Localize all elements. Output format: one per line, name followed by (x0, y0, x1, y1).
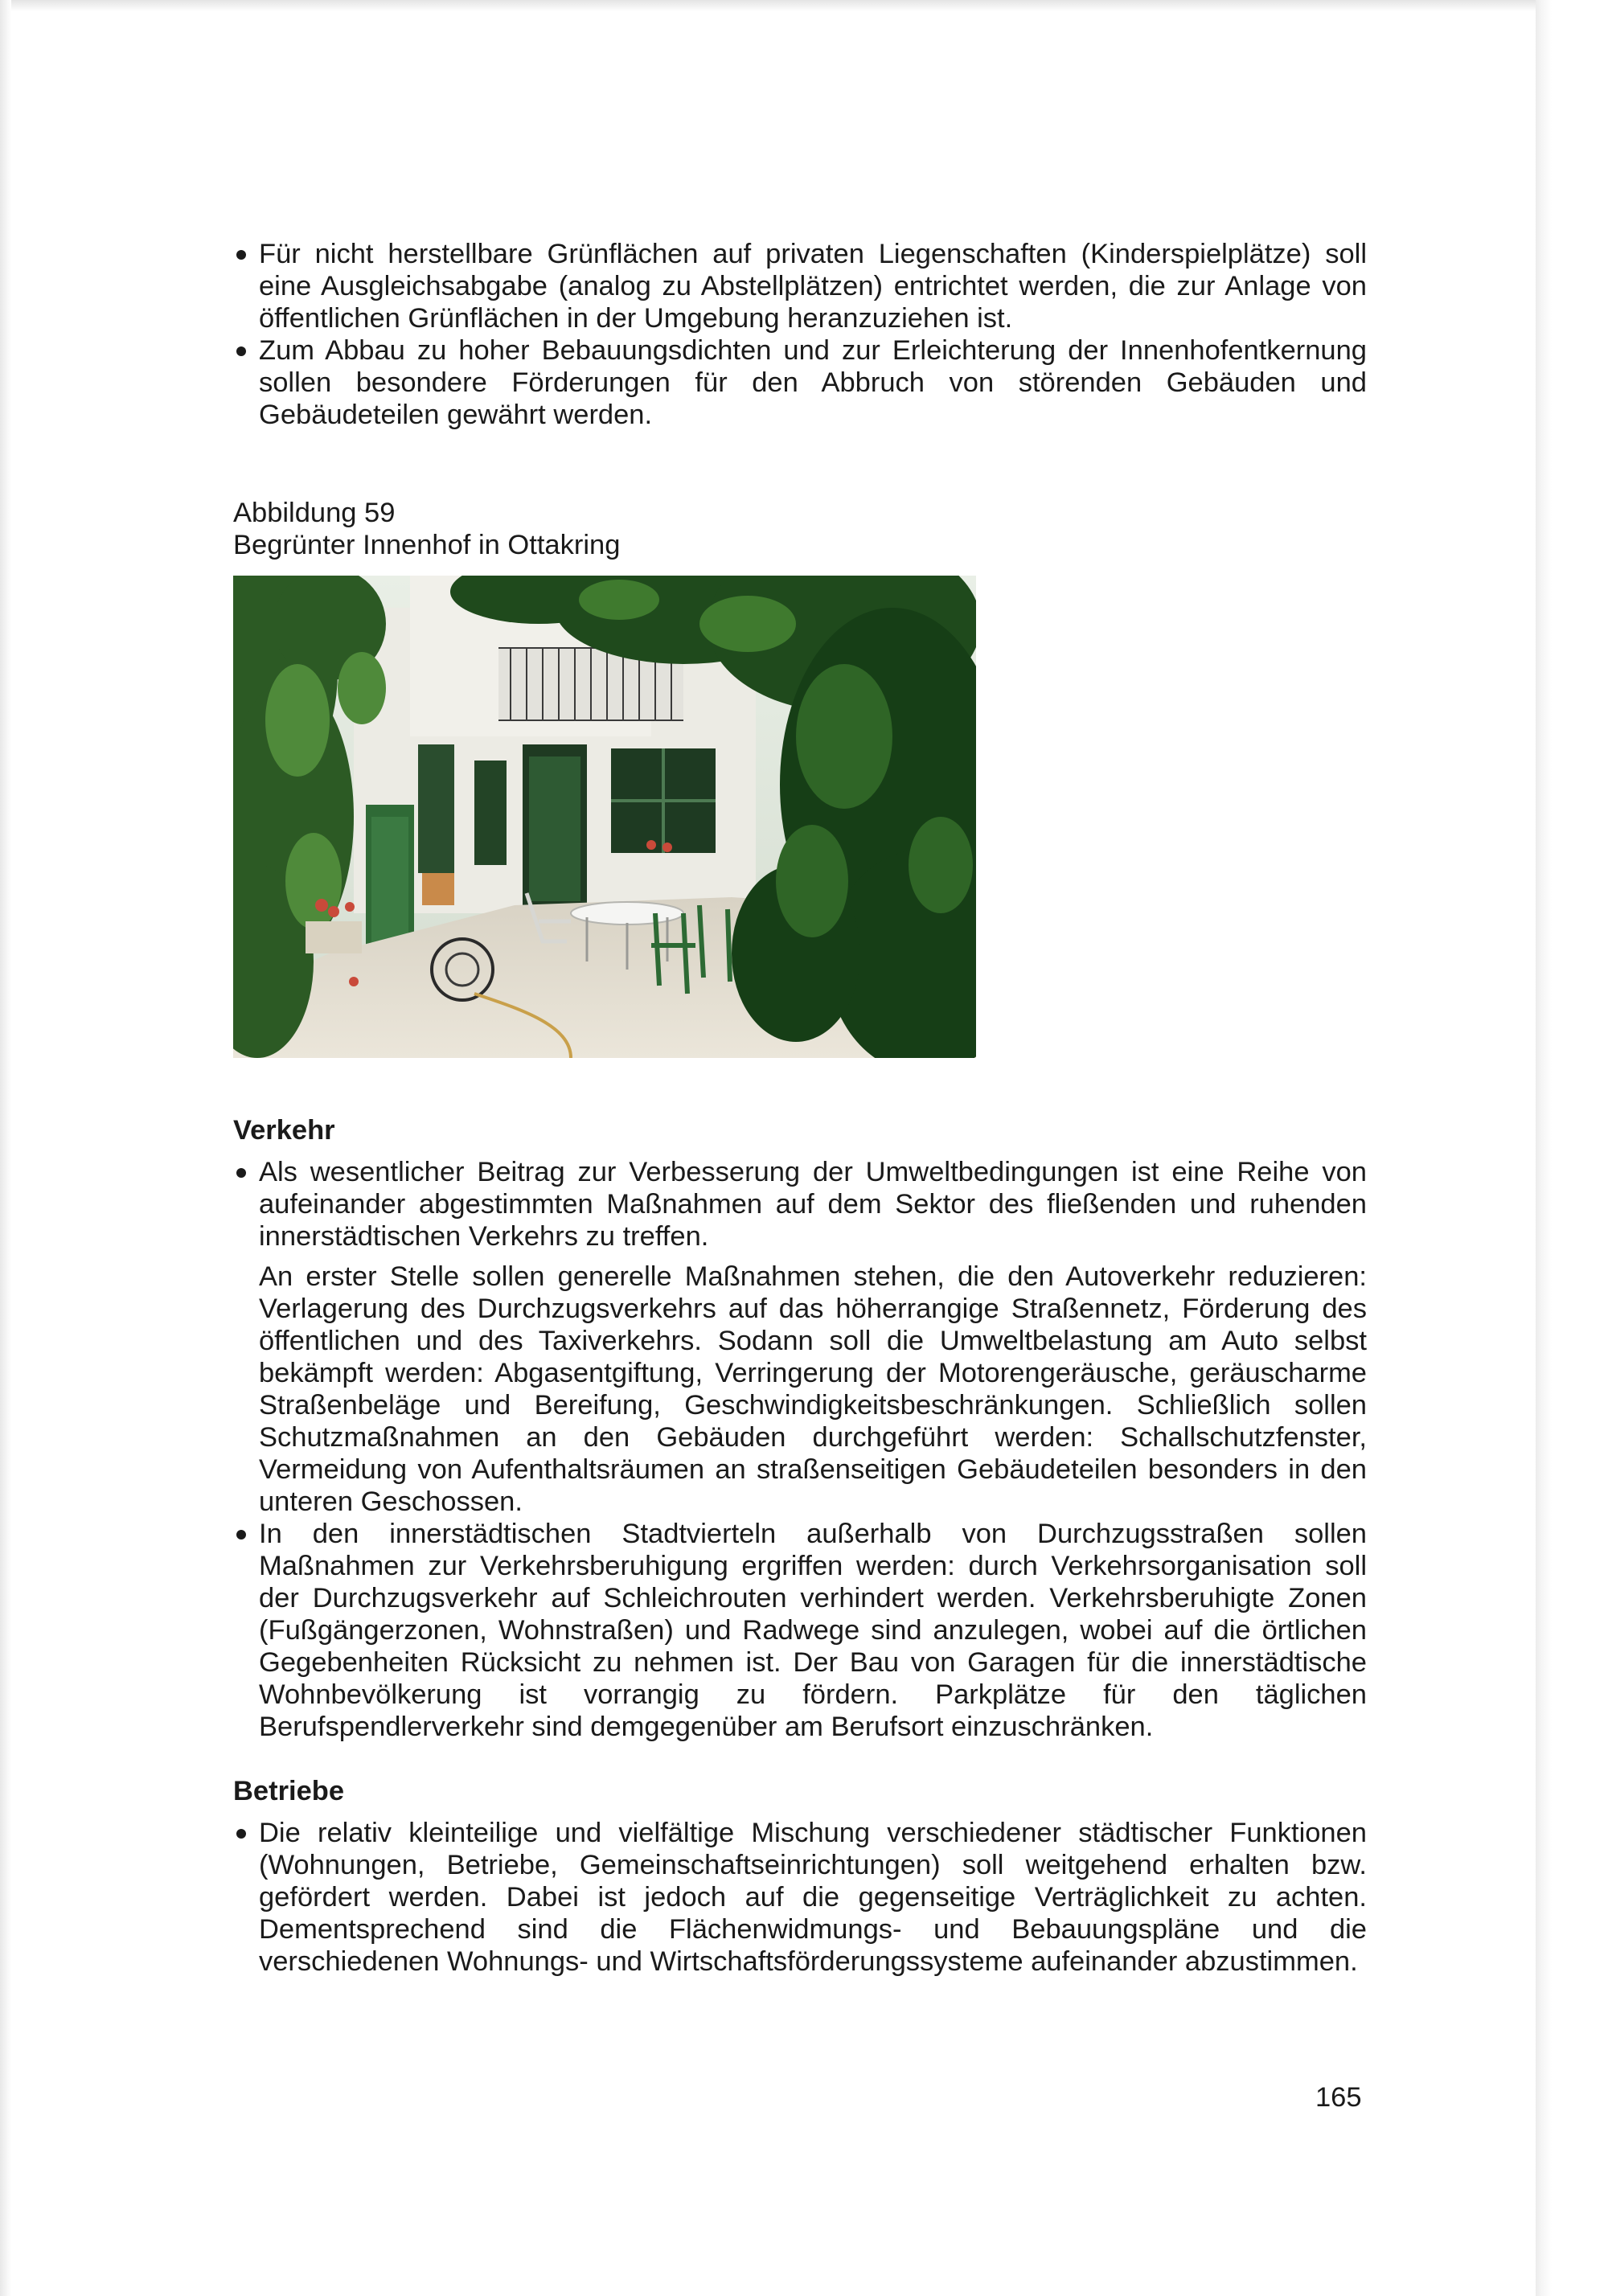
section-heading-verkehr: Verkehr (233, 1115, 335, 1146)
intro-bullet-2: Zum Abbau zu hoher Bebauungsdichten und zur Erleichterung der Innenhofentkernung sollen besondere Förderungen für den Abbruch von störenden Gebäuden und Gebäudeteilen gewährt werden. (233, 334, 1367, 431)
page-edge-left (0, 0, 11, 2296)
page-edge-top (0, 0, 1608, 11)
section-heading-betriebe: Betriebe (233, 1776, 345, 1806)
intro-bullet-1: Für nicht herstellbare Grünflächen auf privaten Liegenschaften (Kinderspielplätze) soll eine Ausgleichsabgabe (analog zu Abstellplätzen) entrichtet werden, die zur Anlage von öffentlichen Grünflächen in der Umgebung heranzuziehen ist. (233, 238, 1367, 334)
verkehr-bullet-1-continuation: An erster Stelle sollen generelle Maßnahmen stehen, die den Autoverkehr reduzieren: Verlagerung des Durchzugsverkehrs auf das höherrangige Straßennetz, Förderung des öffentlichen und des Taxiverkehrs. Sodann soll die Umweltbelastung am Auto selbst bekämpft werden: Abgasentgiftung, Verringerung der Motorengeräusche, geräuscharme Straßenbeläge und Bereifung, Geschwindigkeitsbeschränkungen. Schließlich sollen Schutzmaßnahmen an den Gebäuden durchgeführt werden: Schallschutzfenster, Vermeidung von Aufenthaltsräumen an straßenseitigen Gebäudeteilen besonders in den unteren Geschossen. (259, 1261, 1367, 1517)
page-number: 165 (1315, 2082, 1362, 2113)
figure-caption: Begrünter Innenhof in Ottakring (233, 530, 621, 560)
verkehr-bullet-1: Als wesentlicher Beitrag zur Verbesserung der Umweltbedingungen ist eine Reihe von aufeinander abgestimmten Maßnahmen auf dem Sektor des fließenden und ruhenden innerstädtischen Verkehrs zu treffen. (233, 1156, 1367, 1253)
figure-label: Abbildung 59 (233, 498, 396, 528)
betriebe-bullet-1: Die relativ kleinteilige und vielfältige Mischung verschiedener städtischer Funktionen (Wohnungen, Betriebe, Gemeinschaftseinrichtungen) soll weitgehend erhalten bzw. gefördert werden. Dabei ist jedoch auf die gegenseitige Verträglichkeit zu achten. Dementsprechend sind die Flächenwidmungs- und Bebauungspläne und die verschiedenen Wohnungs- und Wirtschaftsförderungssysteme aufeinander abzustimmen. (233, 1817, 1367, 1978)
page-content (233, 238, 1367, 1978)
page-edge-right (1536, 0, 1608, 2296)
verkehr-bullet-2: In den innerstädtischen Stadtvierteln außerhalb von Durchzugsstraßen sollen Maßnahmen zur Verkehrsberuhigung ergriffen werden: durch Verkehrsorganisation soll der Durchzugsverkehr auf Schleichrouten verhindert werden. Verkehrsberuhigte Zonen (Fußgängerzonen, Wohnstraßen) und Radwege sind anzulegen, wobei auf die örtlichen Gegebenheiten Rücksicht zu nehmen ist. Der Bau von Garagen für die innerstädtische Wohnbevölkerung ist vorrangig zu fördern. Parkplätze für den täglichen Berufspendlerverkehr sind demgegenüber am Berufsort einzuschränken. (233, 1518, 1367, 1743)
courtyard-photo (233, 576, 976, 1058)
